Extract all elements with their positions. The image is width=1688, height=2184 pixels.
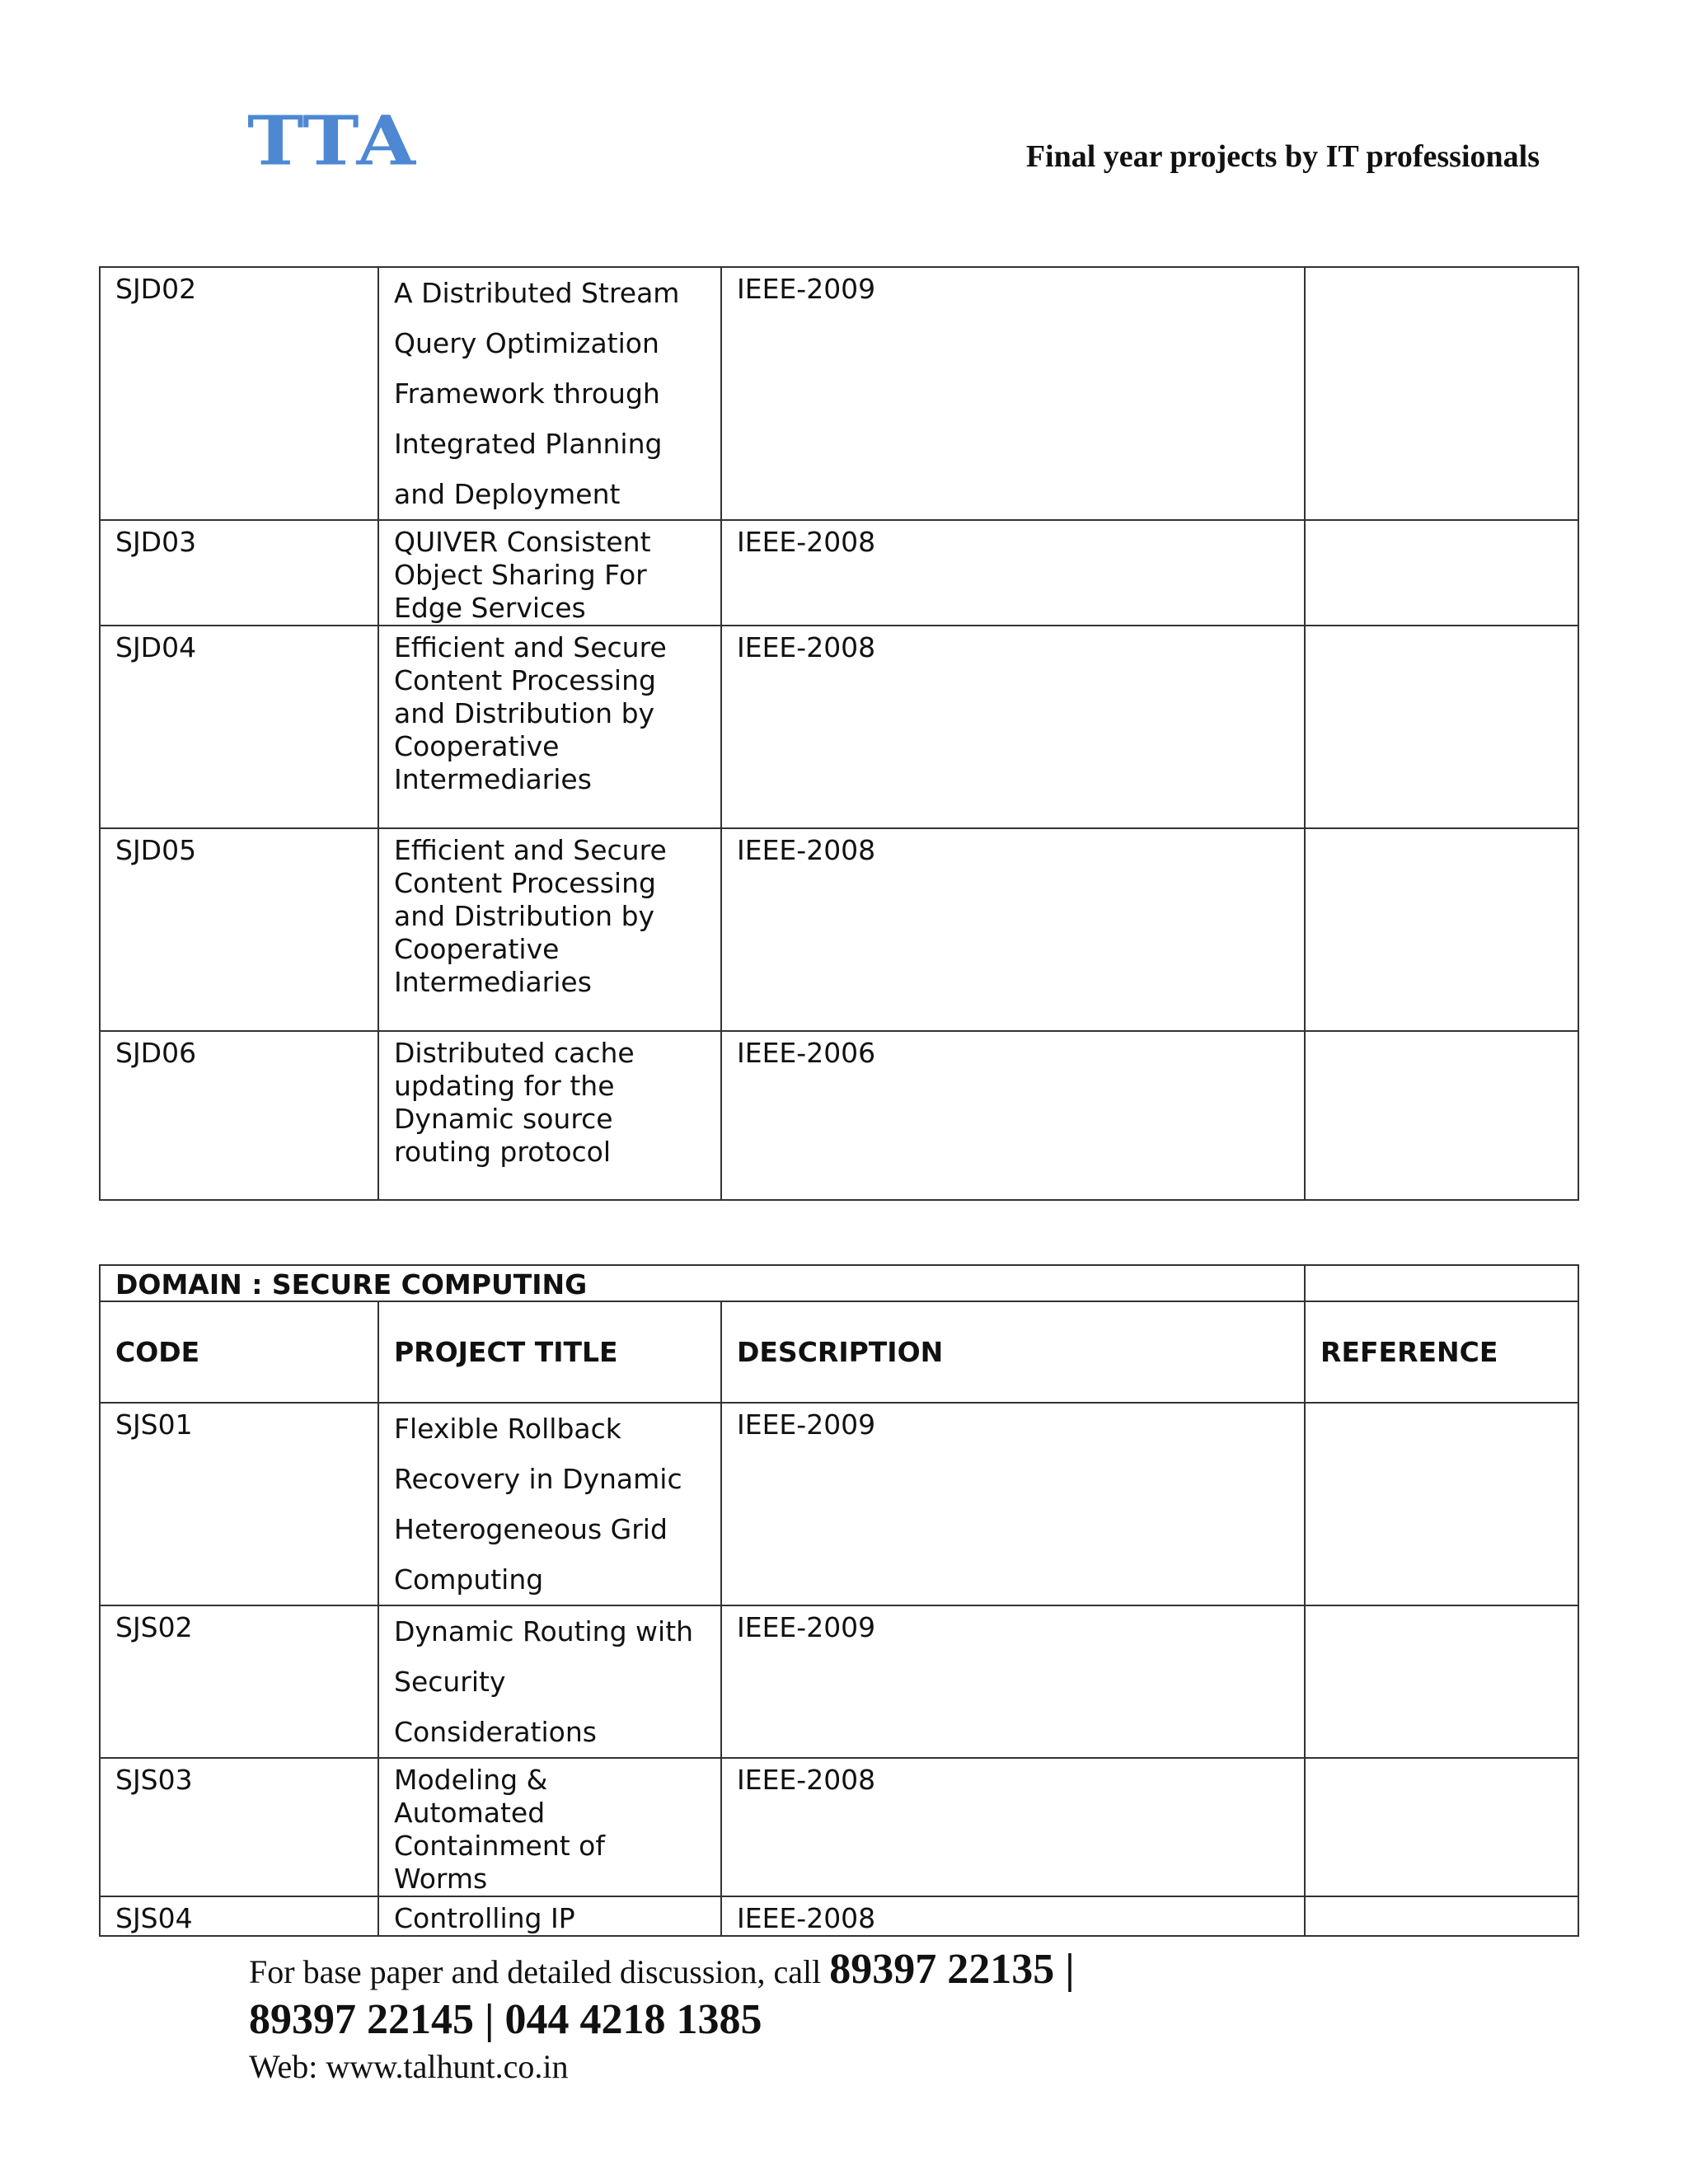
- description-cell: IEEE-2009: [721, 1403, 1305, 1605]
- table-row: [100, 1403, 1578, 1605]
- table-row: [100, 1605, 1578, 1758]
- description-cell: IEEE-2008: [721, 520, 1305, 626]
- footer-call-text: For base paper and detailed discussion, call: [249, 1953, 830, 1990]
- table-row: [100, 1758, 1578, 1896]
- description-cell: IEEE-2008: [721, 1758, 1305, 1896]
- description-cell: IEEE-2009: [721, 1605, 1305, 1758]
- header-tagline: Final year projects by IT professionals: [1025, 139, 1540, 174]
- projects-table-distributed: [99, 266, 1579, 1201]
- code-cell: SJS04: [100, 1896, 378, 1936]
- code-cell: SJD06: [100, 1031, 378, 1200]
- title-cell: A Distributed Stream Query Optimization Framework through Integrated Planning and Deployment: [378, 267, 721, 520]
- code-cell: SJS01: [100, 1403, 378, 1605]
- title-cell: Flexible Rollback Recovery in Dynamic Heterogeneous Grid Computing: [378, 1403, 721, 1605]
- reference-cell: [1305, 267, 1578, 520]
- table-row: [100, 1031, 1578, 1200]
- title-cell: Dynamic Routing with Security Considerations: [378, 1605, 721, 1758]
- table-row: [100, 1896, 1578, 1936]
- title-cell: Efficient and Secure Content Processing and Distribution by Cooperative Intermediaries: [378, 828, 721, 1031]
- code-cell: SJD03: [100, 520, 378, 626]
- title-cell: Controlling IP: [378, 1896, 721, 1936]
- domain-heading: DOMAIN : SECURE COMPUTING: [100, 1265, 1305, 1301]
- reference-cell: [1305, 1896, 1578, 1936]
- table-row: [100, 520, 1578, 626]
- reference-cell: [1305, 520, 1578, 626]
- description-cell: IEEE-2008: [721, 626, 1305, 828]
- title-cell: QUIVER Consistent Object Sharing For Edge Services: [378, 520, 721, 626]
- reference-cell: [1305, 828, 1578, 1031]
- title-cell: Modeling & Automated Containment of Worms: [378, 1758, 721, 1896]
- reference-cell: [1305, 1605, 1578, 1758]
- header-code: CODE: [100, 1301, 378, 1403]
- description-cell: IEEE-2009: [721, 267, 1305, 520]
- table-row: [100, 626, 1578, 828]
- code-cell: SJS03: [100, 1758, 378, 1896]
- header-description: DESCRIPTION: [721, 1301, 1305, 1403]
- header-row: [100, 1301, 1578, 1403]
- table-row: [100, 828, 1578, 1031]
- title-cell: Distributed cache updating for the Dynamic source routing protocol: [378, 1031, 721, 1200]
- code-cell: SJD04: [100, 626, 378, 828]
- header-project-title: PROJECT TITLE: [378, 1301, 721, 1403]
- reference-cell: [1305, 626, 1578, 828]
- domain-row: [100, 1265, 1578, 1301]
- description-cell: IEEE-2008: [721, 1896, 1305, 1936]
- code-cell: SJD02: [100, 267, 378, 520]
- table-row: [100, 267, 1578, 520]
- footer-contact: [249, 1945, 1075, 2086]
- description-cell: IEEE-2008: [721, 828, 1305, 1031]
- footer-phone-numbers: 89397 22145 | 044 4218 1385: [249, 1996, 762, 2043]
- footer-phone-primary: 89397 22135 |: [829, 1946, 1075, 1993]
- tta-logo: TTA: [247, 101, 417, 181]
- code-cell: SJS02: [100, 1605, 378, 1758]
- title-cell: Efficient and Secure Content Processing and Distribution by Cooperative Intermediaries: [378, 626, 721, 828]
- projects-table-secure-computing: [99, 1264, 1579, 1937]
- header-reference: REFERENCE: [1305, 1301, 1578, 1403]
- domain-empty-cell: [1305, 1265, 1578, 1301]
- reference-cell: [1305, 1031, 1578, 1200]
- footer-line-1: [249, 1945, 1075, 1994]
- reference-cell: [1305, 1403, 1578, 1605]
- description-cell: IEEE-2006: [721, 1031, 1305, 1200]
- footer-website: Web: www.talhunt.co.in: [249, 2048, 569, 2085]
- reference-cell: [1305, 1758, 1578, 1896]
- code-cell: SJD05: [100, 828, 378, 1031]
